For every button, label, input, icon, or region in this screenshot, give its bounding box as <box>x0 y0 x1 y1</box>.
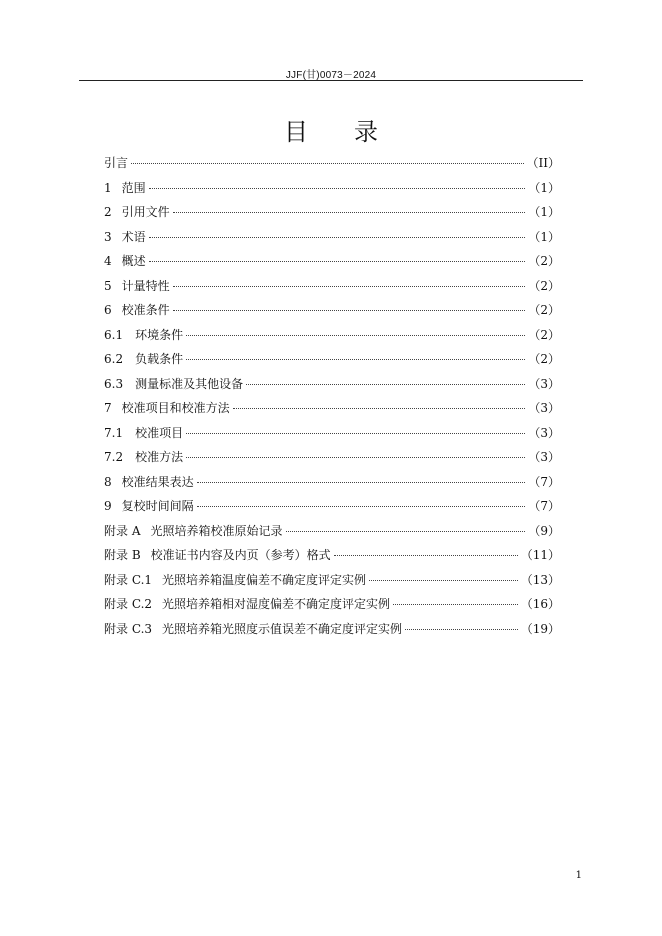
toc-dot-leader <box>286 531 526 532</box>
toc-entry-page: （13） <box>520 572 560 587</box>
toc-entry-page: （2） <box>528 278 560 293</box>
toc-dot-leader <box>393 604 518 605</box>
toc-entry-label: 校准项目和校准方法 <box>121 401 230 415</box>
toc-dot-leader <box>334 555 518 556</box>
toc-dot-leader <box>405 629 518 630</box>
toc-entry-page: （3） <box>528 450 560 464</box>
header-divider <box>79 80 583 81</box>
toc-entry-label: 校准方法 <box>135 450 184 464</box>
toc-entry-page: （3） <box>528 425 560 440</box>
toc-entry[interactable] <box>104 522 560 547</box>
toc-entry-label: 复校时间间隔 <box>121 499 194 513</box>
toc-entry-label: 负载条件 <box>135 352 184 366</box>
toc-dot-leader <box>233 408 526 409</box>
toc-dot-leader <box>369 580 518 581</box>
toc-entry-page: （16） <box>520 597 560 611</box>
toc-entry-number: 附录 B <box>104 548 141 562</box>
toc-entry-number: 6 <box>104 303 112 317</box>
toc-entry-number: 1 <box>104 180 112 195</box>
page-title: 目录 <box>284 118 424 146</box>
toc-entry[interactable] <box>104 571 560 596</box>
toc-entry-number: 7.1 <box>104 425 124 440</box>
toc-entry-number: 3 <box>104 229 112 244</box>
toc-entry-page: （11） <box>520 548 560 562</box>
toc-entry-page: （2） <box>528 327 560 342</box>
toc-dot-leader <box>173 286 526 287</box>
toc-entry-page: （3） <box>528 401 560 415</box>
toc-entry-label: 计量特性 <box>121 278 170 293</box>
toc-entry-page: （1） <box>528 180 560 195</box>
toc-entry-page: （7） <box>528 474 560 489</box>
toc-entry-label: 测量标准及其他设备 <box>135 376 244 391</box>
toc-entry-number: 9 <box>104 499 112 513</box>
toc-entry[interactable] <box>104 473 560 498</box>
toc-entry-label: 范围 <box>121 180 146 195</box>
toc-entry-label: 概述 <box>121 254 146 268</box>
toc-entry[interactable] <box>104 595 560 620</box>
toc-entry[interactable] <box>104 203 560 228</box>
toc-entry[interactable] <box>104 277 560 302</box>
toc-entry-label: 光照培养箱光照度示值误差不确定度评定实例 <box>162 621 403 636</box>
toc-entry-page: （1） <box>528 229 560 244</box>
toc-dot-leader <box>246 384 525 385</box>
toc-entry[interactable] <box>104 448 560 473</box>
toc-entry-page: （2） <box>528 352 560 366</box>
toc-dot-leader <box>149 237 526 238</box>
toc-entry-label: 光照培养箱相对湿度偏差不确定度评定实例 <box>162 597 391 611</box>
toc-entry-number: 6.1 <box>104 327 124 342</box>
toc-entry[interactable] <box>104 326 560 351</box>
toc-entry[interactable] <box>104 424 560 449</box>
document-code-header: JJF(甘)0073－2024 <box>285 70 377 81</box>
toc-entry-number: 6.3 <box>104 376 124 391</box>
toc-dot-leader <box>186 335 525 336</box>
toc-entry-label: 环境条件 <box>135 327 184 342</box>
toc-entry-page: （2） <box>528 303 560 317</box>
toc-dot-leader <box>186 433 525 434</box>
toc-dot-leader <box>197 482 526 483</box>
toc-dot-leader <box>186 457 525 458</box>
table-of-contents <box>104 154 560 644</box>
toc-entry[interactable] <box>104 350 560 375</box>
toc-entry-page: （2） <box>528 254 560 268</box>
toc-entry-number: 附录 C.1 <box>104 572 153 587</box>
toc-entry-number: 4 <box>104 254 112 268</box>
toc-entry-number: 附录 C.3 <box>104 621 153 636</box>
toc-entry-page: （9） <box>528 523 560 538</box>
toc-dot-leader <box>173 212 526 213</box>
toc-dot-leader <box>186 359 525 360</box>
toc-entry-number: 7.2 <box>104 450 124 464</box>
toc-entry[interactable] <box>104 497 560 522</box>
toc-entry-label: 校准条件 <box>121 303 170 317</box>
toc-entry[interactable] <box>104 375 560 400</box>
page-number: 1 <box>575 870 582 881</box>
toc-entry-page: （1） <box>528 205 560 219</box>
toc-entry-number: 附录 C.2 <box>104 597 153 611</box>
toc-dot-leader <box>173 310 526 311</box>
toc-entry-page: （7） <box>528 499 560 513</box>
toc-entry-label: 光照培养箱温度偏差不确定度评定实例 <box>162 572 367 587</box>
toc-entry-number: 7 <box>104 401 112 415</box>
toc-dot-leader <box>149 261 526 262</box>
toc-entry[interactable] <box>104 154 560 179</box>
toc-entry[interactable] <box>104 546 560 571</box>
toc-entry[interactable] <box>104 399 560 424</box>
toc-entry-number: 5 <box>104 278 112 293</box>
toc-entry-number: 6.2 <box>104 352 124 366</box>
toc-dot-leader <box>197 506 526 507</box>
toc-dot-leader <box>131 163 524 164</box>
toc-entry[interactable] <box>104 620 560 645</box>
toc-entry-label: 校准证书内容及内页（参考）格式 <box>150 548 331 562</box>
toc-entry[interactable] <box>104 179 560 204</box>
toc-entry-label: 光照培养箱校准原始记录 <box>150 523 283 538</box>
toc-entry-label: 引言 <box>104 156 129 170</box>
toc-entry-page: （19） <box>520 621 560 636</box>
toc-entry-page: （3） <box>528 376 560 391</box>
toc-entry-page: （II） <box>526 156 560 170</box>
toc-entry-number: 附录 A <box>104 523 141 538</box>
toc-entry-label: 校准结果表达 <box>121 474 194 489</box>
toc-entry[interactable] <box>104 252 560 277</box>
toc-entry-number: 2 <box>104 205 112 219</box>
toc-entry-label: 校准项目 <box>135 425 184 440</box>
toc-entry[interactable] <box>104 301 560 326</box>
toc-entry-number: 8 <box>104 474 112 489</box>
toc-entry-label: 术语 <box>121 229 146 244</box>
toc-entry-label: 引用文件 <box>121 205 170 219</box>
toc-dot-leader <box>149 188 526 189</box>
toc-entry[interactable] <box>104 228 560 253</box>
